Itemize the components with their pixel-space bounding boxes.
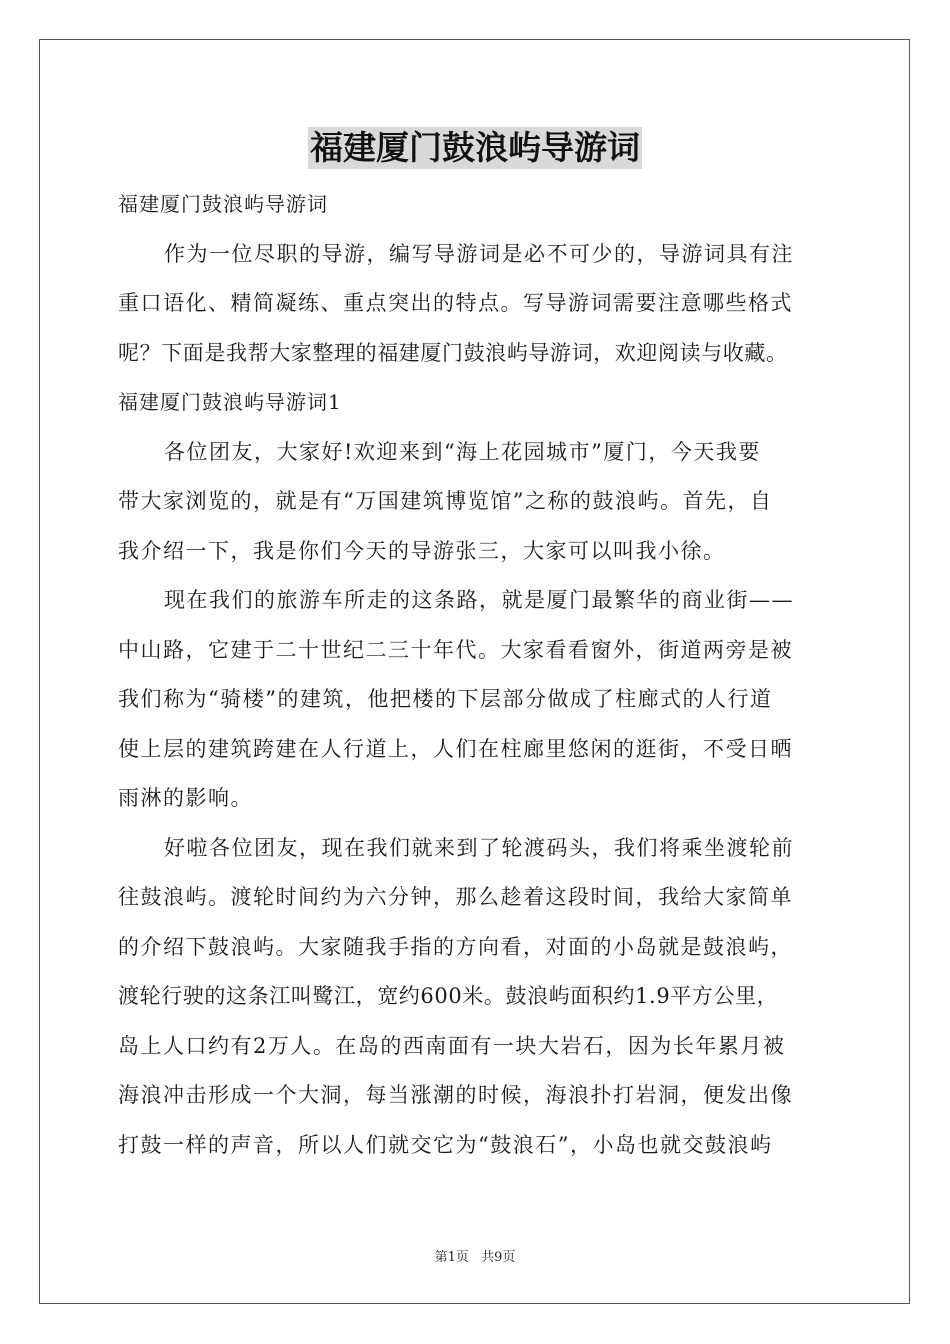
paragraph-line: 渡轮行驶的这条江叫鹭江，宽约600米。鼓浪屿面积约1.9平方公里， [118, 984, 779, 1008]
paragraph-line: 中山路，它建于二十世纪二三十年代。大家看看窗外，街道两旁是被 [118, 637, 793, 662]
paragraph-line: 我们称为“骑楼”的建筑，他把楼的下层部分做成了柱廊式的人行道 [118, 687, 773, 711]
page-number: 第1页 [434, 1250, 469, 1265]
paragraph-line: 雨淋的影响。 [118, 786, 253, 810]
paragraph-line: 重口语化、精简凝练、重点突出的特点。写导游词需要注意哪些格式 [118, 291, 793, 315]
paragraph-line: 海浪冲击形成一个大洞，每当涨潮的时候，海浪扑打岩洞，便发出像 [118, 1083, 793, 1107]
page-footer [0, 1246, 950, 1265]
paragraph-line: 我介绍一下，我是你们今天的导游张三，大家可以叫我小徐。 [118, 538, 726, 563]
paragraph-line: 使上层的建筑跨建在人行道上，人们在柱廊里悠闲的逛街，不受日晒 [118, 736, 793, 761]
document-body [118, 180, 838, 1170]
paragraph-line: 各位团友，大家好!欢迎来到“海上花园城市”厦门，今天我要 [164, 439, 761, 464]
title-container [0, 127, 950, 169]
document-title: 福建厦门鼓浪屿导游词 [310, 128, 640, 167]
paragraph-line: 现在我们的旅游车所走的这条路，就是厦门最繁华的商业街—— [164, 588, 794, 612]
paragraph-line: 带大家浏览的，就是有“万国建筑博览馆”之称的鼓浪屿。首先，自 [118, 489, 773, 513]
paragraph-line: 打鼓一样的声音，所以人们就交它为“鼓浪石”，小岛也就交鼓浪屿 [118, 1132, 773, 1157]
paragraph-line: 作为一位尽职的导游，编写导游词是必不可少的，导游词具有注 [164, 241, 794, 266]
paragraph-line: 的介绍下鼓浪屿。大家随我手指的方向看，对面的小岛就是鼓浪屿， [118, 934, 793, 959]
paragraph-line: 呢？下面是我帮大家整理的福建厦门鼓浪屿导游词，欢迎阅读与收藏。 [118, 340, 788, 365]
paragraph-line: 往鼓浪屿。渡轮时间约为六分钟，那么趁着这段时间，我给大家简单 [118, 885, 793, 909]
section-heading: 福建厦门鼓浪屿导游词1 [118, 390, 342, 414]
subtitle: 福建厦门鼓浪屿导游词 [118, 192, 328, 216]
paragraph-line: 岛上人口约有2万人。在岛的西南面有一块大岩石，因为长年累月被 [118, 1033, 786, 1058]
paragraph-line: 好啦各位团友，现在我们就来到了轮渡码头，我们将乘坐渡轮前 [164, 835, 794, 860]
page-total: 共9页 [481, 1250, 516, 1265]
